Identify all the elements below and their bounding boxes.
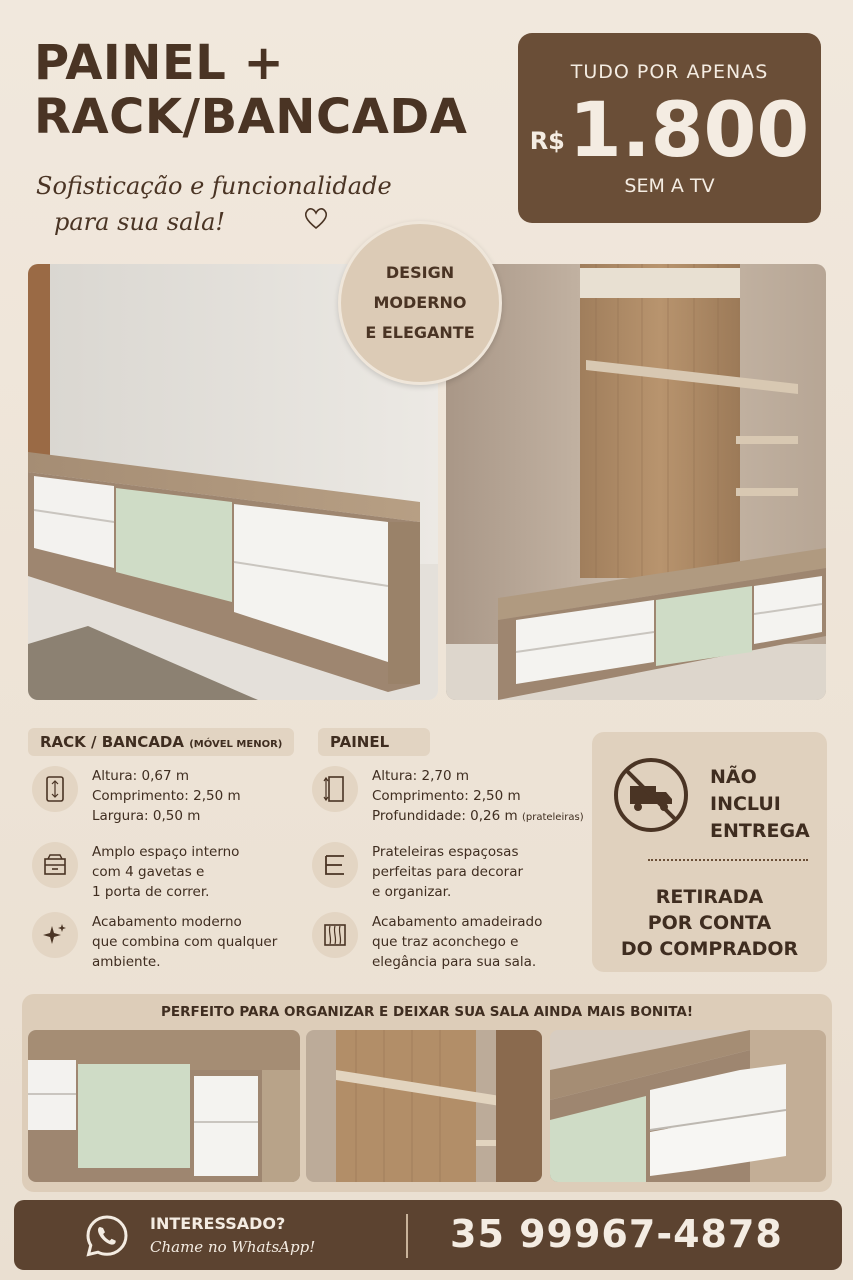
painel-shelves-text xyxy=(372,842,523,902)
rack-heading-note: (MÓVEL MENOR) xyxy=(189,739,283,750)
rack-finish-line-1: que combina com qualquer xyxy=(92,934,278,950)
price-value: 1.800 xyxy=(568,85,810,174)
painel-finish-text xyxy=(372,912,542,972)
painel-finish-title: Acabamento amadeirado xyxy=(372,914,543,930)
painel-finish-line-1: que traz aconchego e xyxy=(372,934,519,950)
shelf-icon xyxy=(312,842,358,888)
gallery-thumb-rack xyxy=(28,1030,300,1182)
rack-dimensions xyxy=(32,766,241,826)
drawer-box-icon xyxy=(32,842,78,888)
rack-length: Comprimento: 2,50 m xyxy=(92,788,241,804)
title-line-1: PAINEL + xyxy=(34,35,285,91)
rack-width: Largura: 0,50 m xyxy=(92,808,201,824)
rack-dims-text xyxy=(92,766,241,826)
painel-length: Comprimento: 2,50 m xyxy=(372,788,521,804)
wood-grain-icon xyxy=(312,912,358,958)
rack-height: Altura: 0,67 m xyxy=(92,768,189,784)
pickup-line-2: POR CONTA xyxy=(647,912,772,934)
pickup-line-1: RETIRADA xyxy=(655,886,764,908)
no-delivery-text xyxy=(710,764,810,845)
height-dimension-icon xyxy=(32,766,78,812)
page-title xyxy=(34,36,467,144)
rack-heading xyxy=(28,728,294,756)
design-badge xyxy=(338,221,502,385)
painel-depth-row xyxy=(372,806,584,828)
contact-title: INTERESSADO? xyxy=(150,1214,286,1233)
heart-icon xyxy=(302,204,330,232)
divider xyxy=(648,859,808,861)
pickup-text xyxy=(592,884,827,962)
painel-depth: Profundidade: 0,26 m xyxy=(372,808,518,824)
contact-footer xyxy=(14,1200,842,1270)
painel-shelves xyxy=(312,842,523,902)
no-delivery-truck-icon xyxy=(612,756,690,834)
painel-shelves-title: Prateleiras espaçosas xyxy=(372,844,519,860)
no-delivery-line-3: ENTREGA xyxy=(710,820,810,842)
painel-finish-line-2: elegância para sua sala. xyxy=(372,954,537,970)
painel-depth-note: (prateleiras) xyxy=(521,812,584,823)
painel-height: Altura: 2,70 m xyxy=(372,768,469,784)
tagline-line-1: Sofisticação e funcionalidade xyxy=(36,172,392,200)
tagline-line-2: para sua sala! xyxy=(54,208,226,236)
gallery-thumb-painel xyxy=(306,1030,542,1182)
sparkle-icon xyxy=(32,912,78,958)
badge-line-1: DESIGN xyxy=(385,263,455,282)
footer-divider xyxy=(406,1214,408,1258)
gallery-thumb-drawers xyxy=(550,1030,826,1182)
painel-shelves-line-2: e organizar. xyxy=(372,884,452,900)
price-currency: R$ xyxy=(529,127,565,155)
pickup-line-3: DO COMPRADOR xyxy=(620,938,799,960)
badge-line-2: MODERNO xyxy=(373,293,467,312)
painel-shelves-line-1: perfeitas para decorar xyxy=(372,864,524,880)
whatsapp-icon[interactable] xyxy=(84,1213,130,1259)
price-bottom-label: SEM A TV xyxy=(624,175,715,197)
price-box xyxy=(518,33,821,223)
height-dimension-icon xyxy=(312,766,358,812)
gallery-band xyxy=(22,994,832,1192)
no-delivery-line-1: NÃO xyxy=(710,766,757,788)
rack-heading-text: RACK / BANCADA xyxy=(40,733,184,751)
price-top-label: TUDO POR APENAS xyxy=(570,61,769,83)
painel-dims-text xyxy=(372,766,584,828)
rack-storage-line-1: com 4 gavetas e xyxy=(92,864,205,880)
tagline xyxy=(36,168,392,240)
painel-photo xyxy=(446,264,826,700)
rack-finish-line-2: ambiente. xyxy=(92,954,161,970)
rack-storage-title: Amplo espaço interno xyxy=(92,844,240,860)
painel-finish xyxy=(312,912,542,972)
rack-storage-line-2: 1 porta de correr. xyxy=(92,884,210,900)
rack-finish xyxy=(32,912,277,972)
gallery-caption: PERFEITO PARA ORGANIZAR E DEIXAR SUA SALA AINDA MAIS BONITA! xyxy=(160,1004,694,1020)
price-row xyxy=(518,87,821,173)
rack-storage-text xyxy=(92,842,239,902)
painel-heading: PAINEL xyxy=(318,728,430,756)
rack-storage xyxy=(32,842,239,902)
contact-subtitle: Chame no WhatsApp! xyxy=(150,1238,316,1256)
rack-finish-text xyxy=(92,912,277,972)
title-line-2: RACK/BANCADA xyxy=(34,89,468,145)
phone-number[interactable]: 35 99967-4878 xyxy=(450,1212,783,1256)
painel-dimensions xyxy=(312,766,584,828)
delivery-info-box xyxy=(592,732,827,972)
rack-finish-title: Acabamento moderno xyxy=(92,914,242,930)
no-delivery-line-2: INCLUI xyxy=(710,793,781,815)
badge-line-3: E ELEGANTE xyxy=(365,323,475,342)
